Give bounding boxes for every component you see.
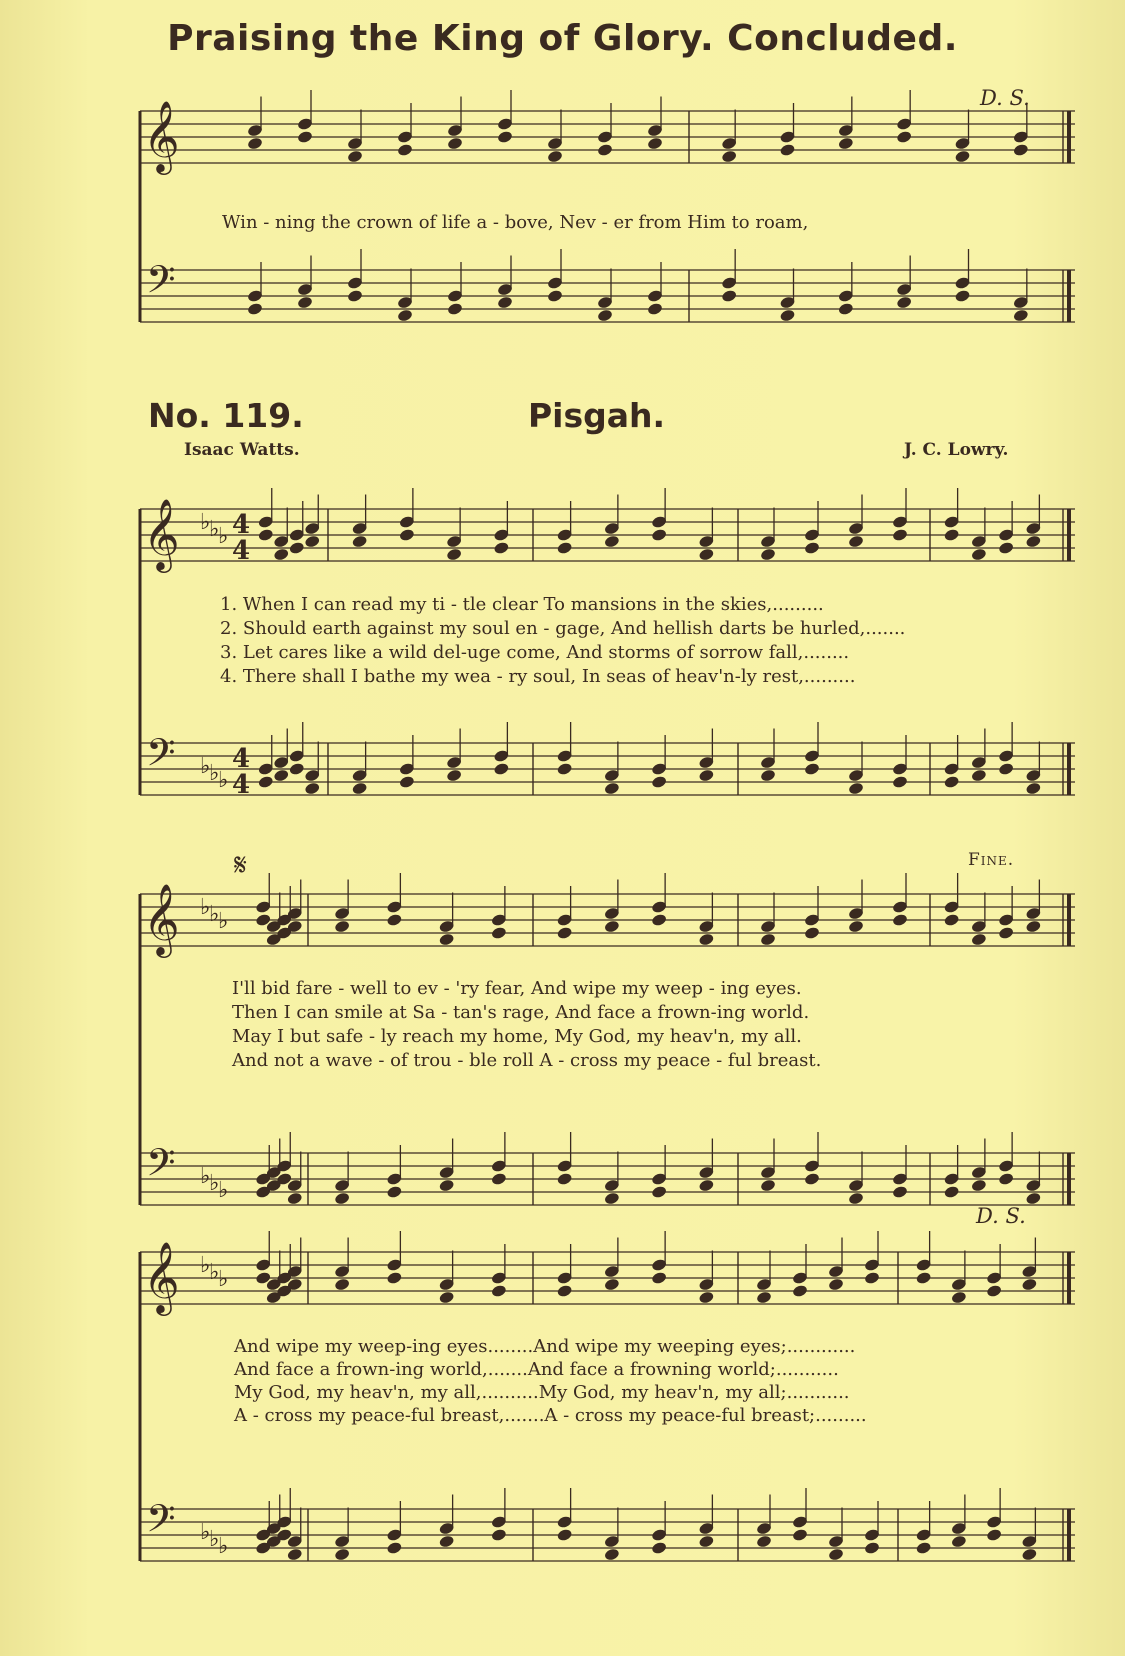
sys2-flat-sign: ♭ xyxy=(218,909,229,934)
top-bass-m2-note xyxy=(896,295,913,309)
sys3-treble-m4-note xyxy=(986,1284,1003,1298)
sys1-treble-m0-note xyxy=(257,528,274,542)
sys1-bass-m4-note xyxy=(998,762,1015,776)
top-treble-note xyxy=(547,149,564,163)
sys1-treble-m2-note xyxy=(556,541,573,555)
sys3-bass-m0-note xyxy=(286,1547,303,1561)
sys1-treble-clef: 𝄞 xyxy=(143,497,180,570)
sys3-treble-m4-note xyxy=(915,1271,932,1285)
time-signature-top-treble: 4 xyxy=(232,510,251,540)
sys3-treble-m1-note xyxy=(491,1284,508,1298)
ending-line-1: And wipe my weep-ing eyes........And wipe my weeping eyes;............ xyxy=(234,1336,856,1357)
sys3-bass-m3-note xyxy=(792,1528,809,1542)
top-bass-note xyxy=(547,289,564,303)
sys3-bass-m2-note xyxy=(698,1534,715,1548)
sys1-treble-m3-note xyxy=(892,528,909,542)
sys3-treble-m2-note xyxy=(556,1284,573,1298)
segno-sign: 𝄋 xyxy=(234,848,247,883)
sys1-bass-m2-note xyxy=(556,762,573,776)
sys1-bass-m3-note xyxy=(848,781,865,795)
sys2-bass-m2-note xyxy=(604,1191,621,1205)
time-signature-bottom-bass: 4 xyxy=(232,770,251,800)
sys1-flat-sign: ♭ xyxy=(218,768,229,793)
ending-line-2: And face a frown-ing world,.......And face a frowning world;........... xyxy=(234,1359,839,1380)
top-treble-m2-note xyxy=(896,130,913,144)
sys1-bass-m0-note xyxy=(288,762,305,776)
top-treble-note xyxy=(247,136,264,150)
sys2-bass-m0-note xyxy=(286,1191,303,1205)
sys3-bass-m4-note xyxy=(986,1528,1003,1542)
sys1-bass-m1-note xyxy=(351,781,368,795)
sys1-bass-m1-note xyxy=(493,762,510,776)
sys1-treble-m2-note xyxy=(604,534,621,548)
sys2-flat-sign: ♭ xyxy=(200,1164,211,1189)
sys1-bass-m3-note xyxy=(760,768,777,782)
sys2-treble-m2-note xyxy=(698,932,715,946)
top-bass-clef: 𝄢 xyxy=(146,257,176,311)
refrain-line-2: Then I can smile at Sa - tan's rage, And face a frown-ing world. xyxy=(232,1002,810,1023)
top-bass-m2-note xyxy=(721,289,738,303)
sys1-treble-m4-note xyxy=(943,528,960,542)
top-bass-note xyxy=(297,295,314,309)
sys3-bass-m4-note xyxy=(951,1534,968,1548)
refrain-line-4: And not a wave - of trou - ble roll A - cross my peace - ful breast. xyxy=(232,1050,822,1071)
sys3-bass-m3-note xyxy=(828,1547,845,1561)
sys1-flat-sign: ♭ xyxy=(209,761,220,786)
top-treble-note xyxy=(647,136,664,150)
sys3-treble-m3-note xyxy=(864,1271,881,1285)
top-treble-note xyxy=(597,143,614,157)
top-treble-note xyxy=(497,130,514,144)
sys2-treble-m1-note xyxy=(334,919,351,933)
top-treble-note xyxy=(297,130,314,144)
sys2-treble-m1-note xyxy=(438,932,455,946)
sys2-bass-m3-note xyxy=(760,1178,777,1192)
hymn-number: No. 119. xyxy=(148,396,304,435)
sys2-treble-m1-note xyxy=(386,913,403,927)
sys1-treble-m2-note xyxy=(698,547,715,561)
sys3-bass-m4-note xyxy=(915,1541,932,1555)
top-treble-m2-note xyxy=(1013,143,1030,157)
sys2-bass-m1-note xyxy=(334,1191,351,1205)
top-treble-m2-note xyxy=(779,143,796,157)
sys3-bass-m2-note xyxy=(556,1528,573,1542)
piece-title: Praising the King of Glory. Concluded. xyxy=(167,18,958,59)
sys2-bass-m1-note xyxy=(491,1172,508,1186)
sys3-bass-m2-note xyxy=(604,1547,621,1561)
top-bass-note xyxy=(347,289,364,303)
sys2-treble-m4-note xyxy=(1025,919,1042,933)
sys3-treble-m4-note xyxy=(951,1290,968,1304)
sys1-flat-sign: ♭ xyxy=(200,754,211,779)
top-bass-note xyxy=(597,308,614,322)
sys2-bass-m2-note xyxy=(698,1178,715,1192)
sys2-bass-m1-note xyxy=(386,1185,403,1199)
sys3-bass-m1-note xyxy=(386,1541,403,1555)
sys2-bass-m4-note xyxy=(971,1178,988,1192)
sys1-bass-m4-note xyxy=(1025,781,1042,795)
sys2-treble-m3-note xyxy=(804,926,821,940)
sys2-bass-m2-note xyxy=(556,1172,573,1186)
sys1-flat-sign: ♭ xyxy=(209,517,220,542)
sys1-bass-m4-note xyxy=(971,768,988,782)
sys2-bass-m2-note xyxy=(651,1185,668,1199)
sys2-bass-m1-note xyxy=(438,1178,455,1192)
sys1-flat-sign: ♭ xyxy=(218,524,229,549)
sys2-treble-m3-note xyxy=(892,913,909,927)
sys3-treble-m1-note xyxy=(334,1277,351,1291)
sys3-flat-sign: ♭ xyxy=(209,1260,220,1285)
time-signature-top-bass: 4 xyxy=(232,744,251,774)
sys2-treble-m2-note xyxy=(604,919,621,933)
sys3-treble-m4-note xyxy=(1021,1277,1038,1291)
top-bass-note xyxy=(447,302,464,316)
sys2-treble-m1-note xyxy=(491,926,508,940)
sys2-bass-m4-note xyxy=(1025,1191,1042,1205)
sys3-bass-m1-note xyxy=(438,1534,455,1548)
refrain-line-3: May I but safe - ly reach my home, My God, my heav'n, my all. xyxy=(232,1026,802,1047)
sys2-treble-m4-note xyxy=(943,913,960,927)
sys2-bass-m3-note xyxy=(804,1172,821,1186)
sys3-flat-sign: ♭ xyxy=(200,1253,211,1278)
ending-line-3: My God, my heav'n, my all,..........My God, my heav'n, my all;........... xyxy=(234,1382,850,1403)
top-bass-note xyxy=(247,302,264,316)
sys2-treble-clef: 𝄞 xyxy=(143,882,180,955)
top-bass-note xyxy=(397,308,414,322)
sys1-bass-m0-note xyxy=(257,775,274,789)
sys3-bass-m1-note xyxy=(334,1547,351,1561)
sys1-treble-m1-note xyxy=(399,528,416,542)
top-lyric-line: Win - ning the crown of life a - bove, Nev - er from Him to roam, xyxy=(222,212,809,233)
ending-line-4: A - cross my peace-ful breast,.......A - cross my peace-ful breast;......... xyxy=(234,1405,867,1426)
sys3-flat-sign: ♭ xyxy=(209,1527,220,1552)
sys1-treble-m1-note xyxy=(351,534,368,548)
top-bass-m2-note xyxy=(779,308,796,322)
sys3-flat-sign: ♭ xyxy=(218,1267,229,1292)
sys2-bass-m3-note xyxy=(848,1191,865,1205)
top-bass-m2-note xyxy=(954,289,971,303)
sys3-bass-m3-note xyxy=(864,1541,881,1555)
sys1-bass-m2-note xyxy=(651,775,668,789)
top-treble-note xyxy=(397,143,414,157)
sys1-bass-m1-note xyxy=(446,768,463,782)
sys1-treble-m3-note xyxy=(760,547,777,561)
sys1-bass-m3-note xyxy=(804,762,821,776)
sys2-flat-sign: ♭ xyxy=(209,902,220,927)
sys1-treble-m3-note xyxy=(848,534,865,548)
fine-mark: Fine. xyxy=(968,850,1015,870)
sys3-treble-m2-note xyxy=(698,1290,715,1304)
sys1-treble-m2-note xyxy=(651,528,668,542)
sys1-treble-m4-note xyxy=(1025,534,1042,548)
sys3-treble-m3-note xyxy=(828,1277,845,1291)
sys1-bass-m3-note xyxy=(892,775,909,789)
verse-line-2: 2. Should earth against my soul en - gage, And hellish darts be hurled,....... xyxy=(220,618,906,639)
sys1-bass-m0-note xyxy=(273,768,290,782)
sys2-treble-m2-note xyxy=(556,926,573,940)
top-treble-m2-note xyxy=(838,136,855,150)
sys2-bass-m3-note xyxy=(892,1185,909,1199)
sys3-treble-m1-note xyxy=(386,1271,403,1285)
sys1-bass-m0-note xyxy=(304,781,321,795)
top-treble-m2-note xyxy=(721,149,738,163)
top-bass-m2-note xyxy=(1013,308,1030,322)
sys2-flat-sign: ♭ xyxy=(200,895,211,920)
top-treble-note xyxy=(347,149,364,163)
composer-credit: J. C. Lowry. xyxy=(904,440,1009,460)
sys1-treble-m0-note xyxy=(273,547,290,561)
ds-mark-hymn: D. S. xyxy=(976,1204,1026,1228)
sys2-treble-m3-note xyxy=(760,932,777,946)
top-bass-note xyxy=(497,295,514,309)
sys3-treble-m2-note xyxy=(651,1271,668,1285)
sys3-treble-m3-note xyxy=(792,1284,809,1298)
sys3-treble-m1-note xyxy=(438,1290,455,1304)
sys1-treble-m3-note xyxy=(804,541,821,555)
sys2-treble-m4-note xyxy=(971,932,988,946)
sys3-flat-sign: ♭ xyxy=(218,1534,229,1559)
top-treble-clef: 𝄞 xyxy=(143,99,180,172)
sys2-flat-sign: ♭ xyxy=(218,1178,229,1203)
sys3-treble-clef: 𝄞 xyxy=(143,1240,180,1313)
top-bass-note xyxy=(647,302,664,316)
sys2-bass-clef: 𝄢 xyxy=(146,1140,176,1194)
verse-line-1: 1. When I can read my ti - tle clear To mansions in the skies,......... xyxy=(220,594,824,615)
sys1-treble-m1-note xyxy=(493,541,510,555)
sys3-bass-clef: 𝄢 xyxy=(146,1496,176,1550)
hymn-title: Pisgah. xyxy=(528,396,666,435)
lyricist-credit: Isaac Watts. xyxy=(184,440,300,460)
sys1-bass-clef: 𝄢 xyxy=(146,730,176,784)
sys3-treble-m3-note xyxy=(756,1290,773,1304)
sys1-treble-m0-note xyxy=(304,534,321,548)
sys2-flat-sign: ♭ xyxy=(209,1171,220,1196)
sys1-bass-m2-note xyxy=(604,781,621,795)
sys1-bass-m1-note xyxy=(399,775,416,789)
sys3-bass-m1-note xyxy=(491,1528,508,1542)
ds-mark-top: D. S. xyxy=(980,86,1030,110)
sys2-treble-m2-note xyxy=(651,913,668,927)
sys3-bass-m2-note xyxy=(651,1541,668,1555)
sys3-flat-sign: ♭ xyxy=(200,1520,211,1545)
sys2-bass-m4-note xyxy=(943,1185,960,1199)
sys1-bass-m2-note xyxy=(698,768,715,782)
sys3-bass-m3-note xyxy=(756,1534,773,1548)
verse-line-3: 3. Let cares like a wild del-uge come, And storms of sorrow fall,........ xyxy=(220,642,850,663)
sys1-bass-m4-note xyxy=(943,775,960,789)
sys1-treble-m0-note xyxy=(288,541,305,555)
verse-line-4: 4. There shall I bathe my wea - ry soul, In seas of heav'n-ly rest,......... xyxy=(220,666,856,687)
refrain-line-1: I'll bid fare - well to ev - 'ry fear, And wipe my weep - ing eyes. xyxy=(232,978,802,999)
sys2-treble-m3-note xyxy=(848,919,865,933)
sys1-treble-m4-note xyxy=(971,547,988,561)
time-signature-bottom-treble: 4 xyxy=(232,536,251,566)
sys3-bass-m4-note xyxy=(1021,1547,1038,1561)
sys1-treble-m4-note xyxy=(998,541,1015,555)
sys1-flat-sign: ♭ xyxy=(200,510,211,535)
sys2-treble-m4-note xyxy=(998,926,1015,940)
top-treble-note xyxy=(447,136,464,150)
top-bass-m2-note xyxy=(838,302,855,316)
sys3-treble-m2-note xyxy=(604,1277,621,1291)
top-treble-m2-note xyxy=(954,149,971,163)
sys2-bass-m4-note xyxy=(998,1172,1015,1186)
sys1-treble-m1-note xyxy=(446,547,463,561)
